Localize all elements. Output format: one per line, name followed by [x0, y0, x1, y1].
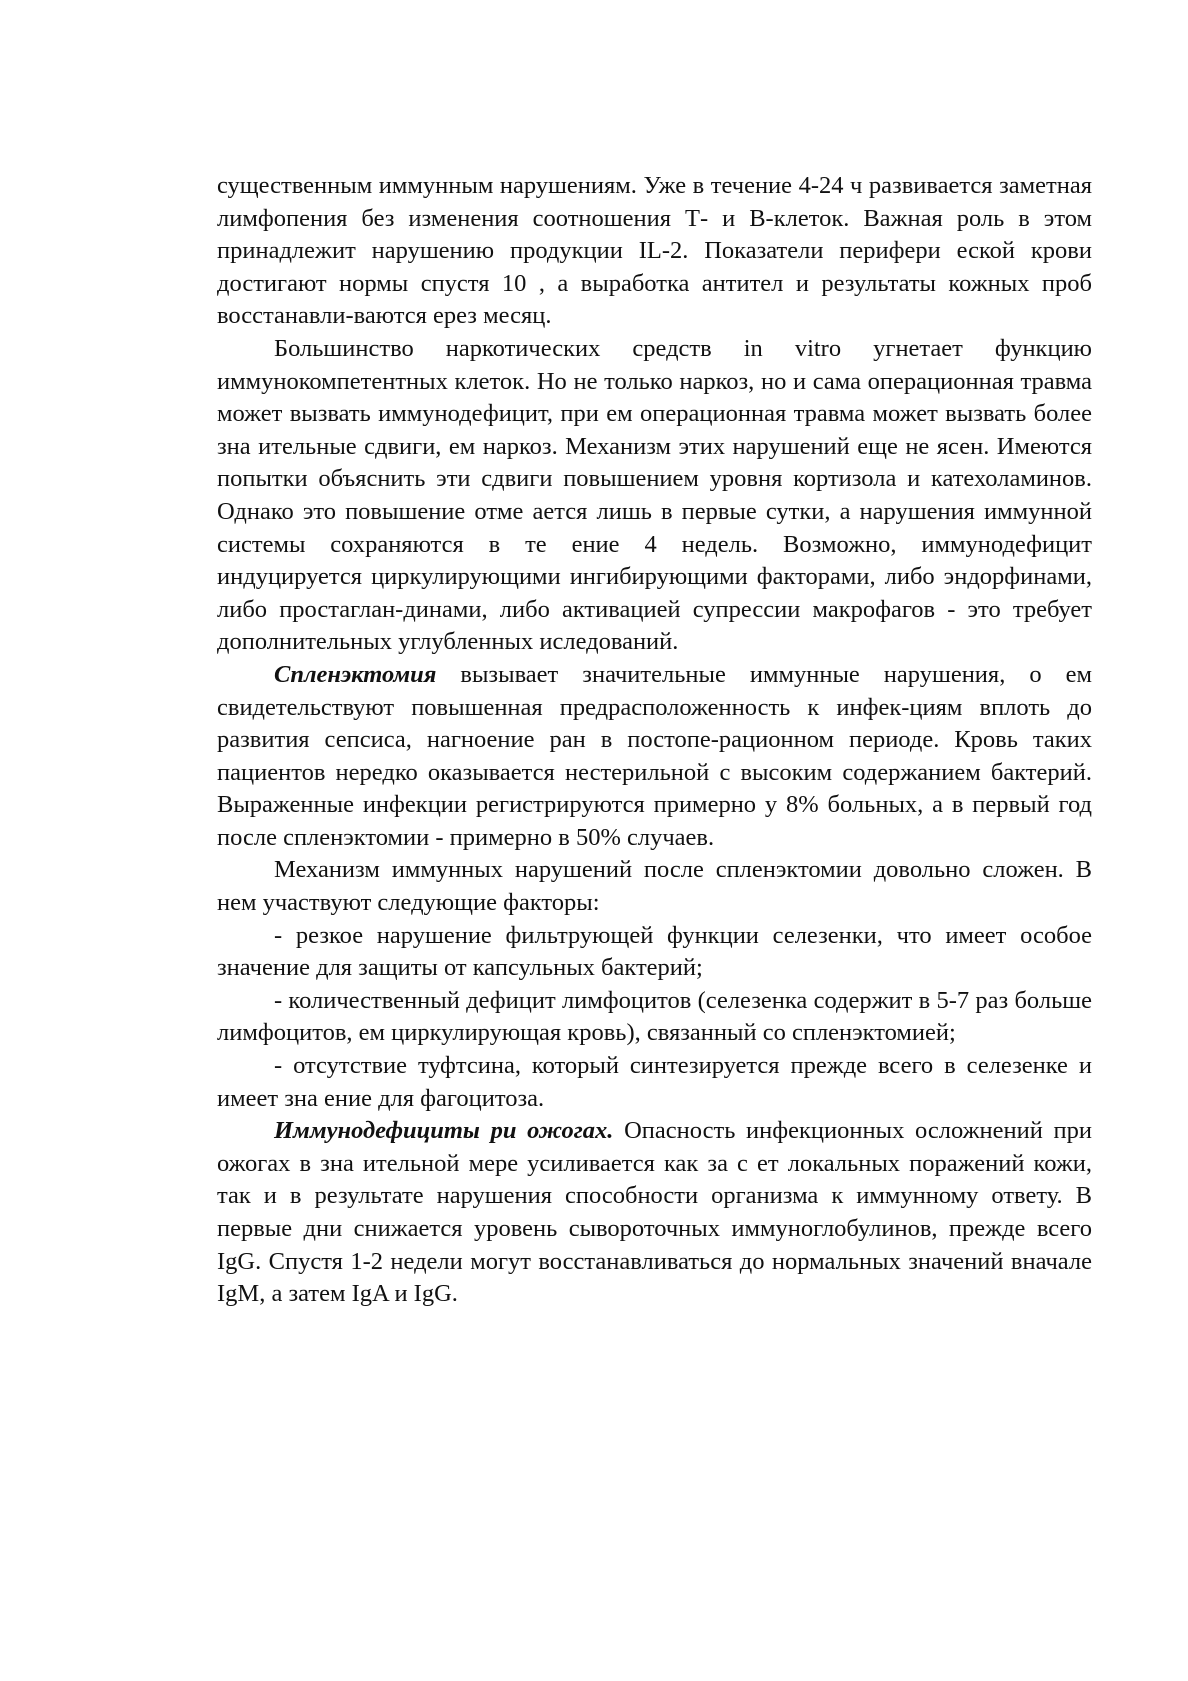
paragraph-burns	[217, 1115, 1092, 1311]
paragraph-splenectomy	[217, 659, 1092, 855]
paragraph-burns-text: Опасность инфекционных осложнений при ожогах в зна ительной мере усиливается как за с ет локальных поражений кожи, так и в результате нарушения способности организма к иммунному ответу. В первые дни снижается уровень сывороточных иммуноглобулинов, прежде всего IgG. Спустя 1-2 недели могут восстанавливаться до нормальных значений вначале IgM, а затем IgA и IgG.	[217, 1117, 1092, 1308]
paragraph-splenectomy-text: вызывает значительные иммунные нарушения, о ем свидетельствуют повышенная предрасположенность к инфек-циям вплоть до развития сепсиса, нагноение ран в постопе-рационном периоде. Кровь таких пациентов нередко оказывается нестерильной с высоким содержанием бактерий. Выраженные инфекции регистрируются примерно у 8% больных, а в первый год после спленэктомии - примерно в 50% случаев.	[217, 660, 1092, 851]
paragraph-mechanism: Механизм иммунных нарушений после спленэктомии довольно сложен. В нем участвуют следующие факторы:	[217, 856, 1092, 917]
term-burns: Иммунодефициты ри ожогах.	[274, 1117, 614, 1145]
list-item-filtration: - резкое нарушение фильтрующей функции селезенки, что имеет особое значение для защиты от капсульных бактерий;	[217, 921, 1092, 982]
paragraph-anesthesia: Большинство наркотических средств in vitro угнетает функцию иммунокомпетентных клеток. Но не только наркоз, но и сама операционная травма может вызвать иммунодефицит, при ем операционная травма может вызвать более зна ительные сдвиги, ем наркоз. Механизм этих нарушений еще не ясен. Имеются попытки объяснить эти сдвиги повышением уровня кортизола и катехоламинов. Однако это повышение отме ается лишь в первые сутки, а нарушения иммунной системы сохраняются в те ение 4 недель. Возможно, иммунодефицит индуцируется циркулирующими ингибирующими факторами, либо эндорфинами, либо простаглан-динами, либо активацией супрессии макрофагов - это требует дополнительных углубленных иследований.	[217, 334, 1092, 656]
document-page	[217, 170, 1092, 1311]
list-item-tuftsin: - отсутствие туфтсина, который синтезируется прежде всего в селезенке и имеет зна ение для фагоцитоза.	[217, 1052, 1092, 1112]
paragraph-lymphopenia: существенным иммунным нарушениям. Уже в течение 4-24 ч развивается заметная лимфопения без изменения соотношения Т- и В-клеток. Важная роль в этом принадлежит нарушению продукции IL-2. Показатели перифери еской крови достигают нормы спустя 10 , а выработка антител и результаты кожных проб восстанавли-ваются ерез месяц.	[217, 172, 1092, 330]
term-splenectomy: Спленэктомия	[274, 660, 437, 688]
list-item-lymphocyte-deficit: - количественный дефицит лимфоцитов (селезенка содержит в 5-7 раз больше лимфоцитов, ем циркулирующая кровь), связанный со спленэктомией;	[217, 986, 1092, 1047]
